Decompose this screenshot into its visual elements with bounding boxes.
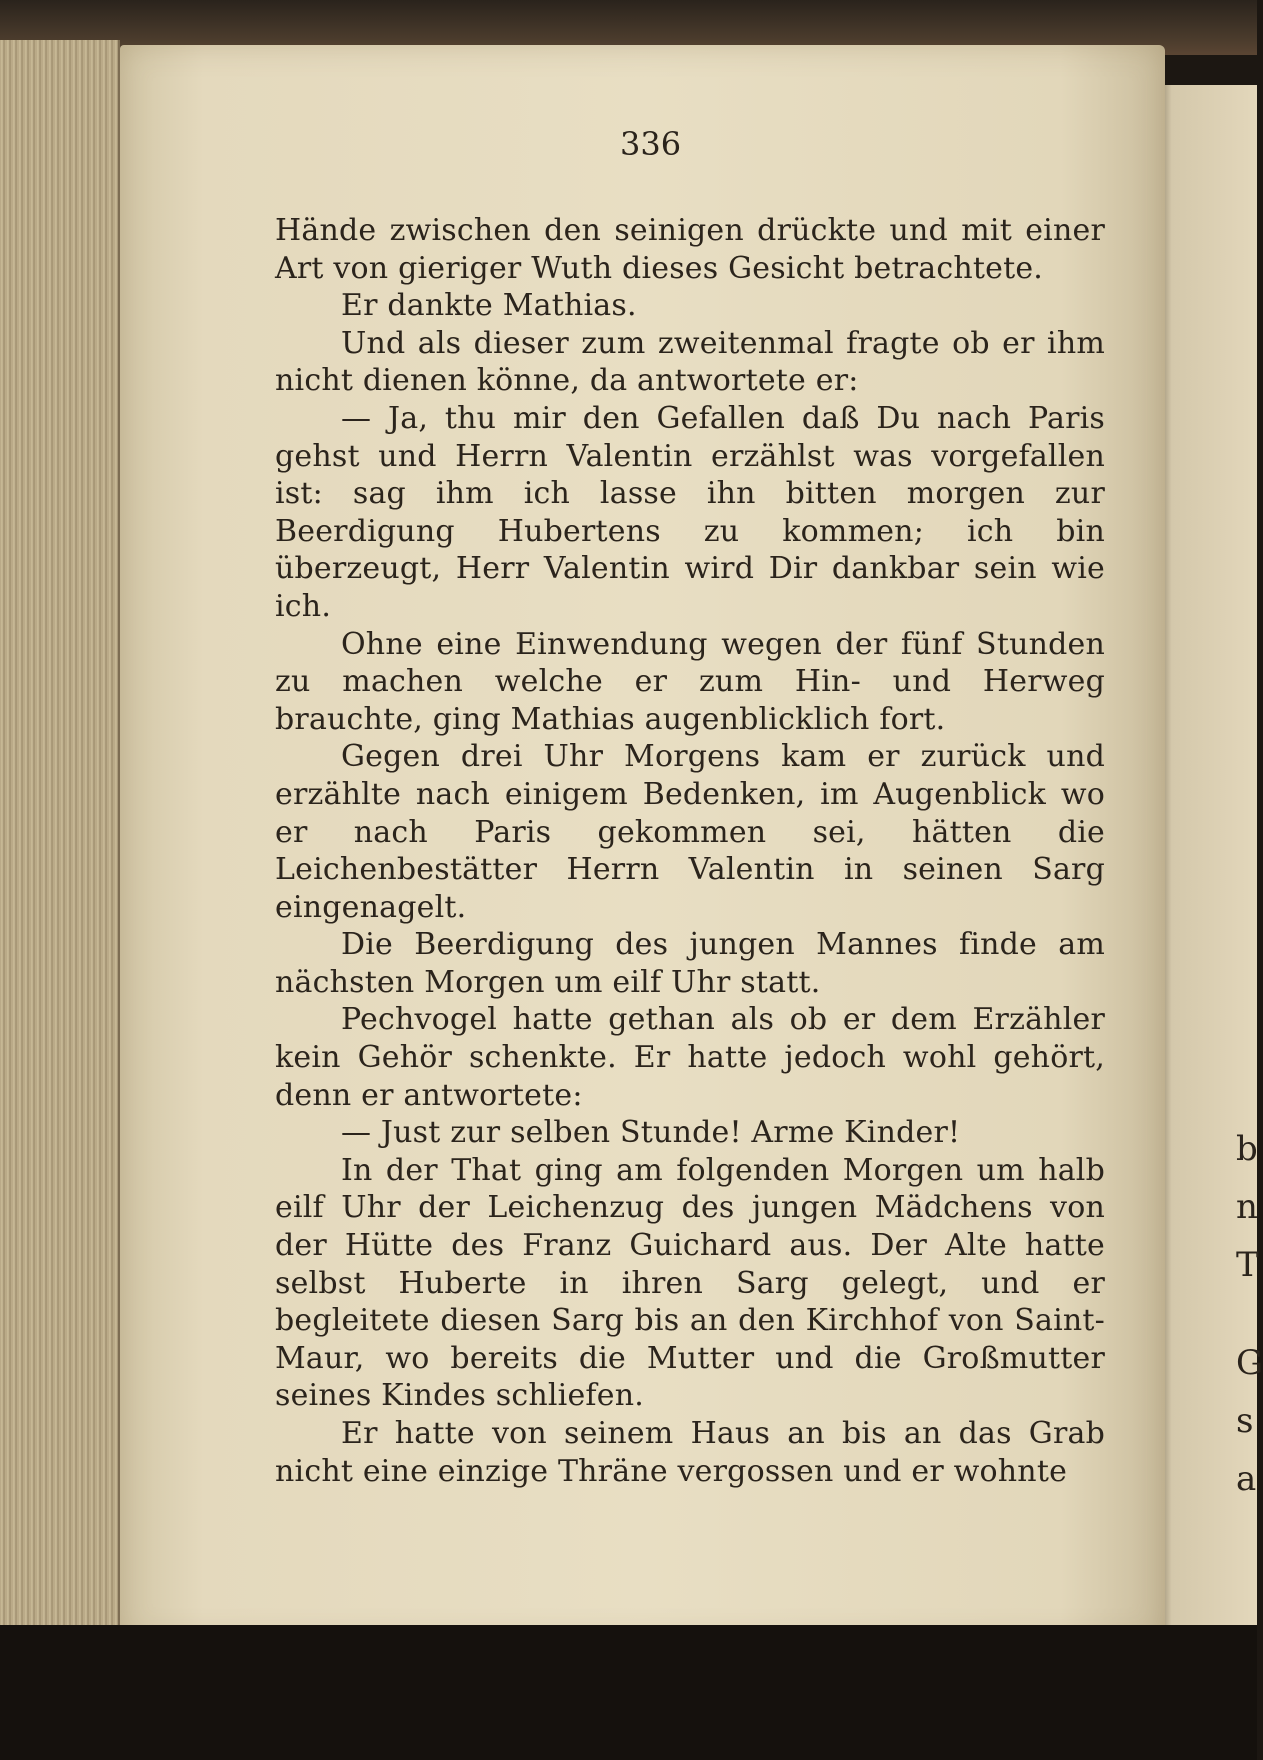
page-text — [275, 212, 1105, 1490]
page-number: 336 — [620, 125, 682, 163]
paragraph: Gegen drei Uhr Morgens kam er zurück und erzählte nach einigem Bedenken, im Augenblick wo er nach Paris gekommen sei, hätten die Leichenbestätter Herrn Valentin in seinen Sarg eingenagelt. — [275, 739, 1105, 925]
background-bottom — [0, 1625, 1257, 1760]
paragraph: — Ja, thu mir den Gefallen daß Du nach Paris gehst und Herrn Valentin erzählst was vorgefallen ist: sag ihm ich lasse ihn bitten morgen zur Beerdigung Hubertens zu kommen; ich bin überzeugt, Herr Valentin wird Dir dankbar sein wie ich. — [275, 400, 1105, 624]
paragraph: Pechvogel hatte gethan als ob er dem Erzähler kein Gehör schenkte. Er hatte jedoch wohl gehört, denn er antwortete: — [275, 1002, 1105, 1113]
facing-glyph: T — [1236, 1245, 1259, 1285]
book-page-edges — [0, 40, 120, 1640]
paragraph: — Just zur selben Stunde! Arme Kinder! — [341, 1115, 961, 1151]
paragraph: Und als dieser zum zweitenmal fragte ob er ihm nicht dienen könne, da antwortete er: — [275, 325, 1105, 399]
paragraph: In der That ging am folgenden Morgen um halb eilf Uhr der Leichenzug des jungen Mädchens von der Hütte des Franz Guichard aus. Der Alte hatte selbst Huberte in ihren Sarg gelegt, und er begleitete diesen Sarg bis an den Kirchhof von Saint-Maur, wo bereits die Mutter und die Großmutter seines Kindes schliefen. — [275, 1152, 1105, 1414]
paragraph: Ohne eine Einwendung wegen der fünf Stunden zu machen welche er zum Hin- und Herweg brauchte, ging Mathias augenblicklich fort. — [275, 626, 1105, 737]
facing-glyph: n — [1236, 1187, 1258, 1227]
facing-glyph: b — [1236, 1129, 1258, 1169]
facing-glyph: a — [1236, 1459, 1257, 1499]
facing-glyph: s — [1236, 1401, 1254, 1441]
paragraph: Hände zwischen den seinigen drückte und mit einer Art von gieriger Wuth dieses Gesicht betrachtete. — [275, 213, 1105, 286]
facing-page-glyphs — [1236, 760, 1263, 1508]
paragraph: Er hatte von seinem Haus an bis an das Grab nicht eine einzige Thräne vergossen und er wohnte — [275, 1416, 1105, 1489]
facing-glyph: G — [1236, 1343, 1263, 1383]
paragraph: Er dankte Mathias. — [341, 288, 637, 324]
paragraph: Die Beerdigung des jungen Mannes finde am nächsten Morgen um eilf Uhr statt. — [275, 927, 1105, 1000]
